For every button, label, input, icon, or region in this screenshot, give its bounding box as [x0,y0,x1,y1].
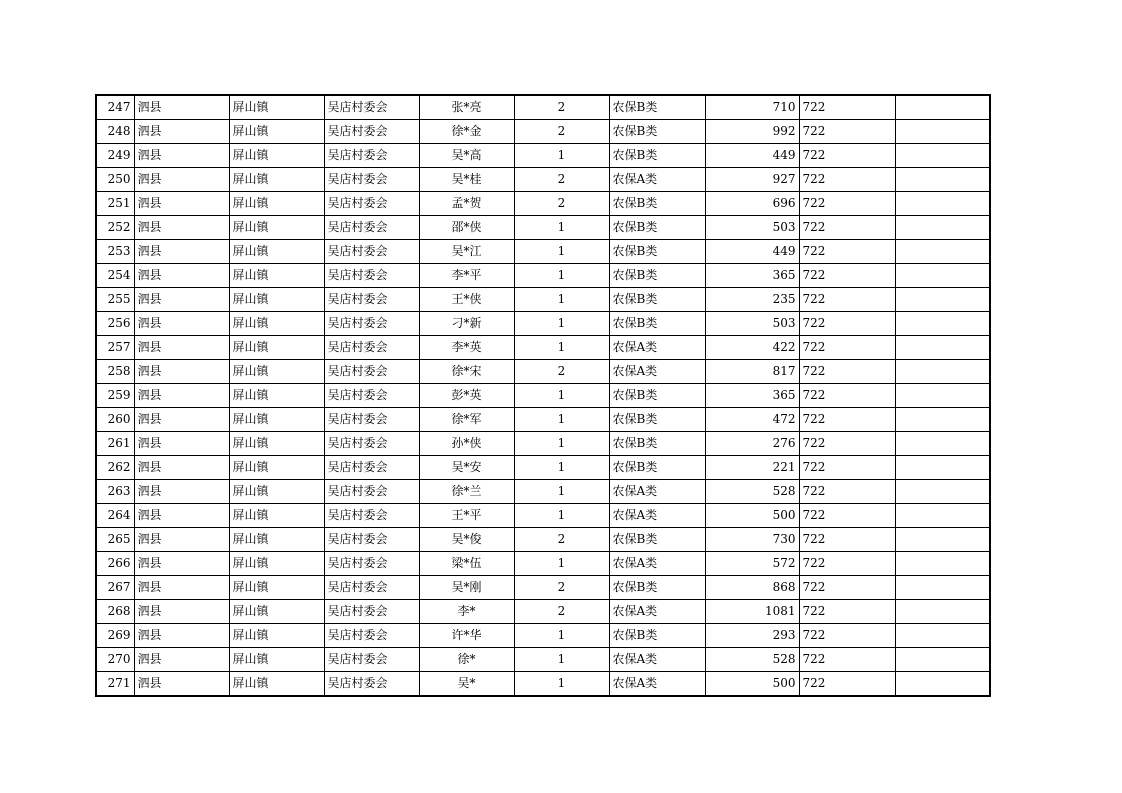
standard-cell: 722 [799,624,895,648]
row-number: 249 [96,144,134,168]
county-cell: 泗县 [134,144,229,168]
table-row [96,528,990,552]
standard-cell: 722 [799,95,895,120]
category-cell: 农保A类 [609,552,705,576]
category-cell: 农保B类 [609,576,705,600]
village-committee-cell: 吴店村委会 [324,408,419,432]
village-committee-cell: 吴店村委会 [324,456,419,480]
amount-cell: 293 [705,624,799,648]
table-row [96,648,990,672]
town-cell: 屏山镇 [229,672,324,697]
table-row [96,144,990,168]
village-committee-cell: 吴店村委会 [324,120,419,144]
village-committee-cell: 吴店村委会 [324,95,419,120]
household-count-cell: 1 [514,264,609,288]
amount-cell: 1081 [705,600,799,624]
category-cell: 农保A类 [609,504,705,528]
standard-cell: 722 [799,528,895,552]
name-cell: 刁*新 [419,312,514,336]
town-cell: 屏山镇 [229,336,324,360]
row-number: 253 [96,240,134,264]
standard-cell: 722 [799,216,895,240]
category-cell: 农保A类 [609,168,705,192]
village-committee-cell: 吴店村委会 [324,504,419,528]
row-number: 260 [96,408,134,432]
standard-cell: 722 [799,552,895,576]
category-cell: 农保B类 [609,456,705,480]
name-cell: 张*亮 [419,95,514,120]
town-cell: 屏山镇 [229,288,324,312]
household-count-cell: 1 [514,240,609,264]
category-cell: 农保B类 [609,312,705,336]
county-cell: 泗县 [134,672,229,697]
beneficiary-table [95,94,991,697]
county-cell: 泗县 [134,600,229,624]
row-number: 261 [96,432,134,456]
county-cell: 泗县 [134,288,229,312]
standard-cell: 722 [799,648,895,672]
note-cell [895,168,990,192]
row-number: 254 [96,264,134,288]
household-count-cell: 2 [514,120,609,144]
category-cell: 农保A类 [609,600,705,624]
town-cell: 屏山镇 [229,216,324,240]
county-cell: 泗县 [134,120,229,144]
table-row [96,600,990,624]
county-cell: 泗县 [134,360,229,384]
amount-cell: 927 [705,168,799,192]
name-cell: 孙*侠 [419,432,514,456]
row-number: 247 [96,95,134,120]
village-committee-cell: 吴店村委会 [324,288,419,312]
county-cell: 泗县 [134,552,229,576]
note-cell [895,480,990,504]
town-cell: 屏山镇 [229,144,324,168]
name-cell: 吴*桂 [419,168,514,192]
name-cell: 李* [419,600,514,624]
category-cell: 农保A类 [609,360,705,384]
household-count-cell: 1 [514,432,609,456]
county-cell: 泗县 [134,504,229,528]
table-row [96,672,990,697]
category-cell: 农保B类 [609,95,705,120]
county-cell: 泗县 [134,648,229,672]
town-cell: 屏山镇 [229,192,324,216]
name-cell: 徐*兰 [419,480,514,504]
county-cell: 泗县 [134,624,229,648]
note-cell [895,408,990,432]
standard-cell: 722 [799,432,895,456]
standard-cell: 722 [799,672,895,697]
amount-cell: 528 [705,648,799,672]
county-cell: 泗县 [134,95,229,120]
household-count-cell: 1 [514,504,609,528]
village-committee-cell: 吴店村委会 [324,168,419,192]
town-cell: 屏山镇 [229,360,324,384]
amount-cell: 235 [705,288,799,312]
household-count-cell: 1 [514,312,609,336]
town-cell: 屏山镇 [229,168,324,192]
standard-cell: 722 [799,600,895,624]
village-committee-cell: 吴店村委会 [324,528,419,552]
county-cell: 泗县 [134,240,229,264]
name-cell: 彭*英 [419,384,514,408]
amount-cell: 276 [705,432,799,456]
standard-cell: 722 [799,312,895,336]
note-cell [895,528,990,552]
town-cell: 屏山镇 [229,120,324,144]
village-committee-cell: 吴店村委会 [324,216,419,240]
village-committee-cell: 吴店村委会 [324,336,419,360]
village-committee-cell: 吴店村委会 [324,432,419,456]
table-row [96,504,990,528]
household-count-cell: 2 [514,95,609,120]
note-cell [895,456,990,480]
household-count-cell: 2 [514,168,609,192]
name-cell: 邵*侠 [419,216,514,240]
table-row [96,408,990,432]
row-number: 267 [96,576,134,600]
household-count-cell: 2 [514,576,609,600]
category-cell: 农保B类 [609,384,705,408]
category-cell: 农保B类 [609,432,705,456]
name-cell: 许*华 [419,624,514,648]
village-committee-cell: 吴店村委会 [324,624,419,648]
row-number: 257 [96,336,134,360]
village-committee-cell: 吴店村委会 [324,360,419,384]
note-cell [895,95,990,120]
town-cell: 屏山镇 [229,624,324,648]
town-cell: 屏山镇 [229,240,324,264]
category-cell: 农保A类 [609,672,705,697]
note-cell [895,360,990,384]
table-row [96,624,990,648]
amount-cell: 500 [705,672,799,697]
village-committee-cell: 吴店村委会 [324,312,419,336]
name-cell: 李*英 [419,336,514,360]
town-cell: 屏山镇 [229,384,324,408]
county-cell: 泗县 [134,192,229,216]
household-count-cell: 2 [514,600,609,624]
village-committee-cell: 吴店村委会 [324,648,419,672]
category-cell: 农保B类 [609,192,705,216]
table-row [96,288,990,312]
category-cell: 农保B类 [609,624,705,648]
household-count-cell: 1 [514,144,609,168]
note-cell [895,624,990,648]
name-cell: 徐* [419,648,514,672]
amount-cell: 710 [705,95,799,120]
row-number: 259 [96,384,134,408]
row-number: 266 [96,552,134,576]
category-cell: 农保B类 [609,216,705,240]
amount-cell: 422 [705,336,799,360]
note-cell [895,384,990,408]
village-committee-cell: 吴店村委会 [324,672,419,697]
standard-cell: 722 [799,288,895,312]
row-number: 269 [96,624,134,648]
village-committee-cell: 吴店村委会 [324,576,419,600]
row-number: 264 [96,504,134,528]
note-cell [895,336,990,360]
amount-cell: 528 [705,480,799,504]
name-cell: 徐*军 [419,408,514,432]
standard-cell: 722 [799,168,895,192]
town-cell: 屏山镇 [229,504,324,528]
name-cell: 吴* [419,672,514,697]
household-count-cell: 1 [514,288,609,312]
village-committee-cell: 吴店村委会 [324,384,419,408]
county-cell: 泗县 [134,312,229,336]
standard-cell: 722 [799,264,895,288]
table-row [96,240,990,264]
amount-cell: 572 [705,552,799,576]
row-number: 256 [96,312,134,336]
county-cell: 泗县 [134,480,229,504]
amount-cell: 868 [705,576,799,600]
standard-cell: 722 [799,144,895,168]
county-cell: 泗县 [134,408,229,432]
county-cell: 泗县 [134,456,229,480]
name-cell: 孟*贺 [419,192,514,216]
name-cell: 吴*俊 [419,528,514,552]
row-number: 268 [96,600,134,624]
category-cell: 农保A类 [609,480,705,504]
household-count-cell: 1 [514,408,609,432]
table-row [96,216,990,240]
village-committee-cell: 吴店村委会 [324,264,419,288]
category-cell: 农保B类 [609,408,705,432]
household-count-cell: 1 [514,672,609,697]
household-count-cell: 1 [514,216,609,240]
note-cell [895,432,990,456]
row-number: 263 [96,480,134,504]
standard-cell: 722 [799,120,895,144]
category-cell: 农保B类 [609,264,705,288]
town-cell: 屏山镇 [229,528,324,552]
amount-cell: 365 [705,384,799,408]
row-number: 265 [96,528,134,552]
household-count-cell: 1 [514,480,609,504]
county-cell: 泗县 [134,432,229,456]
household-count-cell: 1 [514,336,609,360]
note-cell [895,552,990,576]
amount-cell: 500 [705,504,799,528]
standard-cell: 722 [799,384,895,408]
village-committee-cell: 吴店村委会 [324,240,419,264]
note-cell [895,576,990,600]
name-cell: 李*平 [419,264,514,288]
note-cell [895,216,990,240]
note-cell [895,144,990,168]
town-cell: 屏山镇 [229,432,324,456]
table-row [96,95,990,120]
table-body [96,95,990,696]
table-row [96,168,990,192]
row-number: 251 [96,192,134,216]
row-number: 250 [96,168,134,192]
row-number: 248 [96,120,134,144]
amount-cell: 696 [705,192,799,216]
row-number: 271 [96,672,134,697]
county-cell: 泗县 [134,576,229,600]
amount-cell: 449 [705,240,799,264]
table-row [96,480,990,504]
household-count-cell: 1 [514,648,609,672]
village-committee-cell: 吴店村委会 [324,192,419,216]
town-cell: 屏山镇 [229,95,324,120]
amount-cell: 817 [705,360,799,384]
row-number: 258 [96,360,134,384]
town-cell: 屏山镇 [229,480,324,504]
county-cell: 泗县 [134,384,229,408]
row-number: 252 [96,216,134,240]
household-count-cell: 1 [514,552,609,576]
standard-cell: 722 [799,360,895,384]
category-cell: 农保A类 [609,336,705,360]
village-committee-cell: 吴店村委会 [324,600,419,624]
category-cell: 农保B类 [609,144,705,168]
village-committee-cell: 吴店村委会 [324,480,419,504]
amount-cell: 503 [705,312,799,336]
note-cell [895,192,990,216]
household-count-cell: 2 [514,360,609,384]
table-row [96,384,990,408]
table-row [96,432,990,456]
table-row [96,312,990,336]
note-cell [895,600,990,624]
name-cell: 王*侠 [419,288,514,312]
household-count-cell: 1 [514,384,609,408]
county-cell: 泗县 [134,216,229,240]
town-cell: 屏山镇 [229,576,324,600]
county-cell: 泗县 [134,264,229,288]
table-row [96,552,990,576]
household-count-cell: 2 [514,192,609,216]
town-cell: 屏山镇 [229,552,324,576]
name-cell: 徐*宋 [419,360,514,384]
row-number: 262 [96,456,134,480]
standard-cell: 722 [799,408,895,432]
row-number: 270 [96,648,134,672]
table-row [96,192,990,216]
table-row [96,360,990,384]
amount-cell: 503 [705,216,799,240]
amount-cell: 365 [705,264,799,288]
note-cell [895,648,990,672]
note-cell [895,120,990,144]
note-cell [895,240,990,264]
village-committee-cell: 吴店村委会 [324,144,419,168]
category-cell: 农保B类 [609,240,705,264]
amount-cell: 472 [705,408,799,432]
town-cell: 屏山镇 [229,312,324,336]
category-cell: 农保B类 [609,288,705,312]
row-number: 255 [96,288,134,312]
name-cell: 吴*刚 [419,576,514,600]
village-committee-cell: 吴店村委会 [324,552,419,576]
table-row [96,576,990,600]
town-cell: 屏山镇 [229,264,324,288]
amount-cell: 449 [705,144,799,168]
note-cell [895,672,990,697]
note-cell [895,288,990,312]
household-count-cell: 1 [514,624,609,648]
category-cell: 农保A类 [609,648,705,672]
name-cell: 徐*金 [419,120,514,144]
town-cell: 屏山镇 [229,456,324,480]
town-cell: 屏山镇 [229,600,324,624]
town-cell: 屏山镇 [229,648,324,672]
standard-cell: 722 [799,192,895,216]
standard-cell: 722 [799,504,895,528]
note-cell [895,264,990,288]
standard-cell: 722 [799,336,895,360]
table-row [96,336,990,360]
name-cell: 吴*江 [419,240,514,264]
category-cell: 农保B类 [609,120,705,144]
county-cell: 泗县 [134,336,229,360]
county-cell: 泗县 [134,168,229,192]
standard-cell: 722 [799,456,895,480]
standard-cell: 722 [799,240,895,264]
name-cell: 吴*安 [419,456,514,480]
amount-cell: 992 [705,120,799,144]
name-cell: 梁*伍 [419,552,514,576]
category-cell: 农保B类 [609,528,705,552]
note-cell [895,504,990,528]
name-cell: 王*平 [419,504,514,528]
note-cell [895,312,990,336]
table-row [96,456,990,480]
standard-cell: 722 [799,576,895,600]
town-cell: 屏山镇 [229,408,324,432]
household-count-cell: 2 [514,528,609,552]
name-cell: 吴*高 [419,144,514,168]
county-cell: 泗县 [134,528,229,552]
table-row [96,120,990,144]
standard-cell: 722 [799,480,895,504]
amount-cell: 221 [705,456,799,480]
household-count-cell: 1 [514,456,609,480]
amount-cell: 730 [705,528,799,552]
table-row [96,264,990,288]
